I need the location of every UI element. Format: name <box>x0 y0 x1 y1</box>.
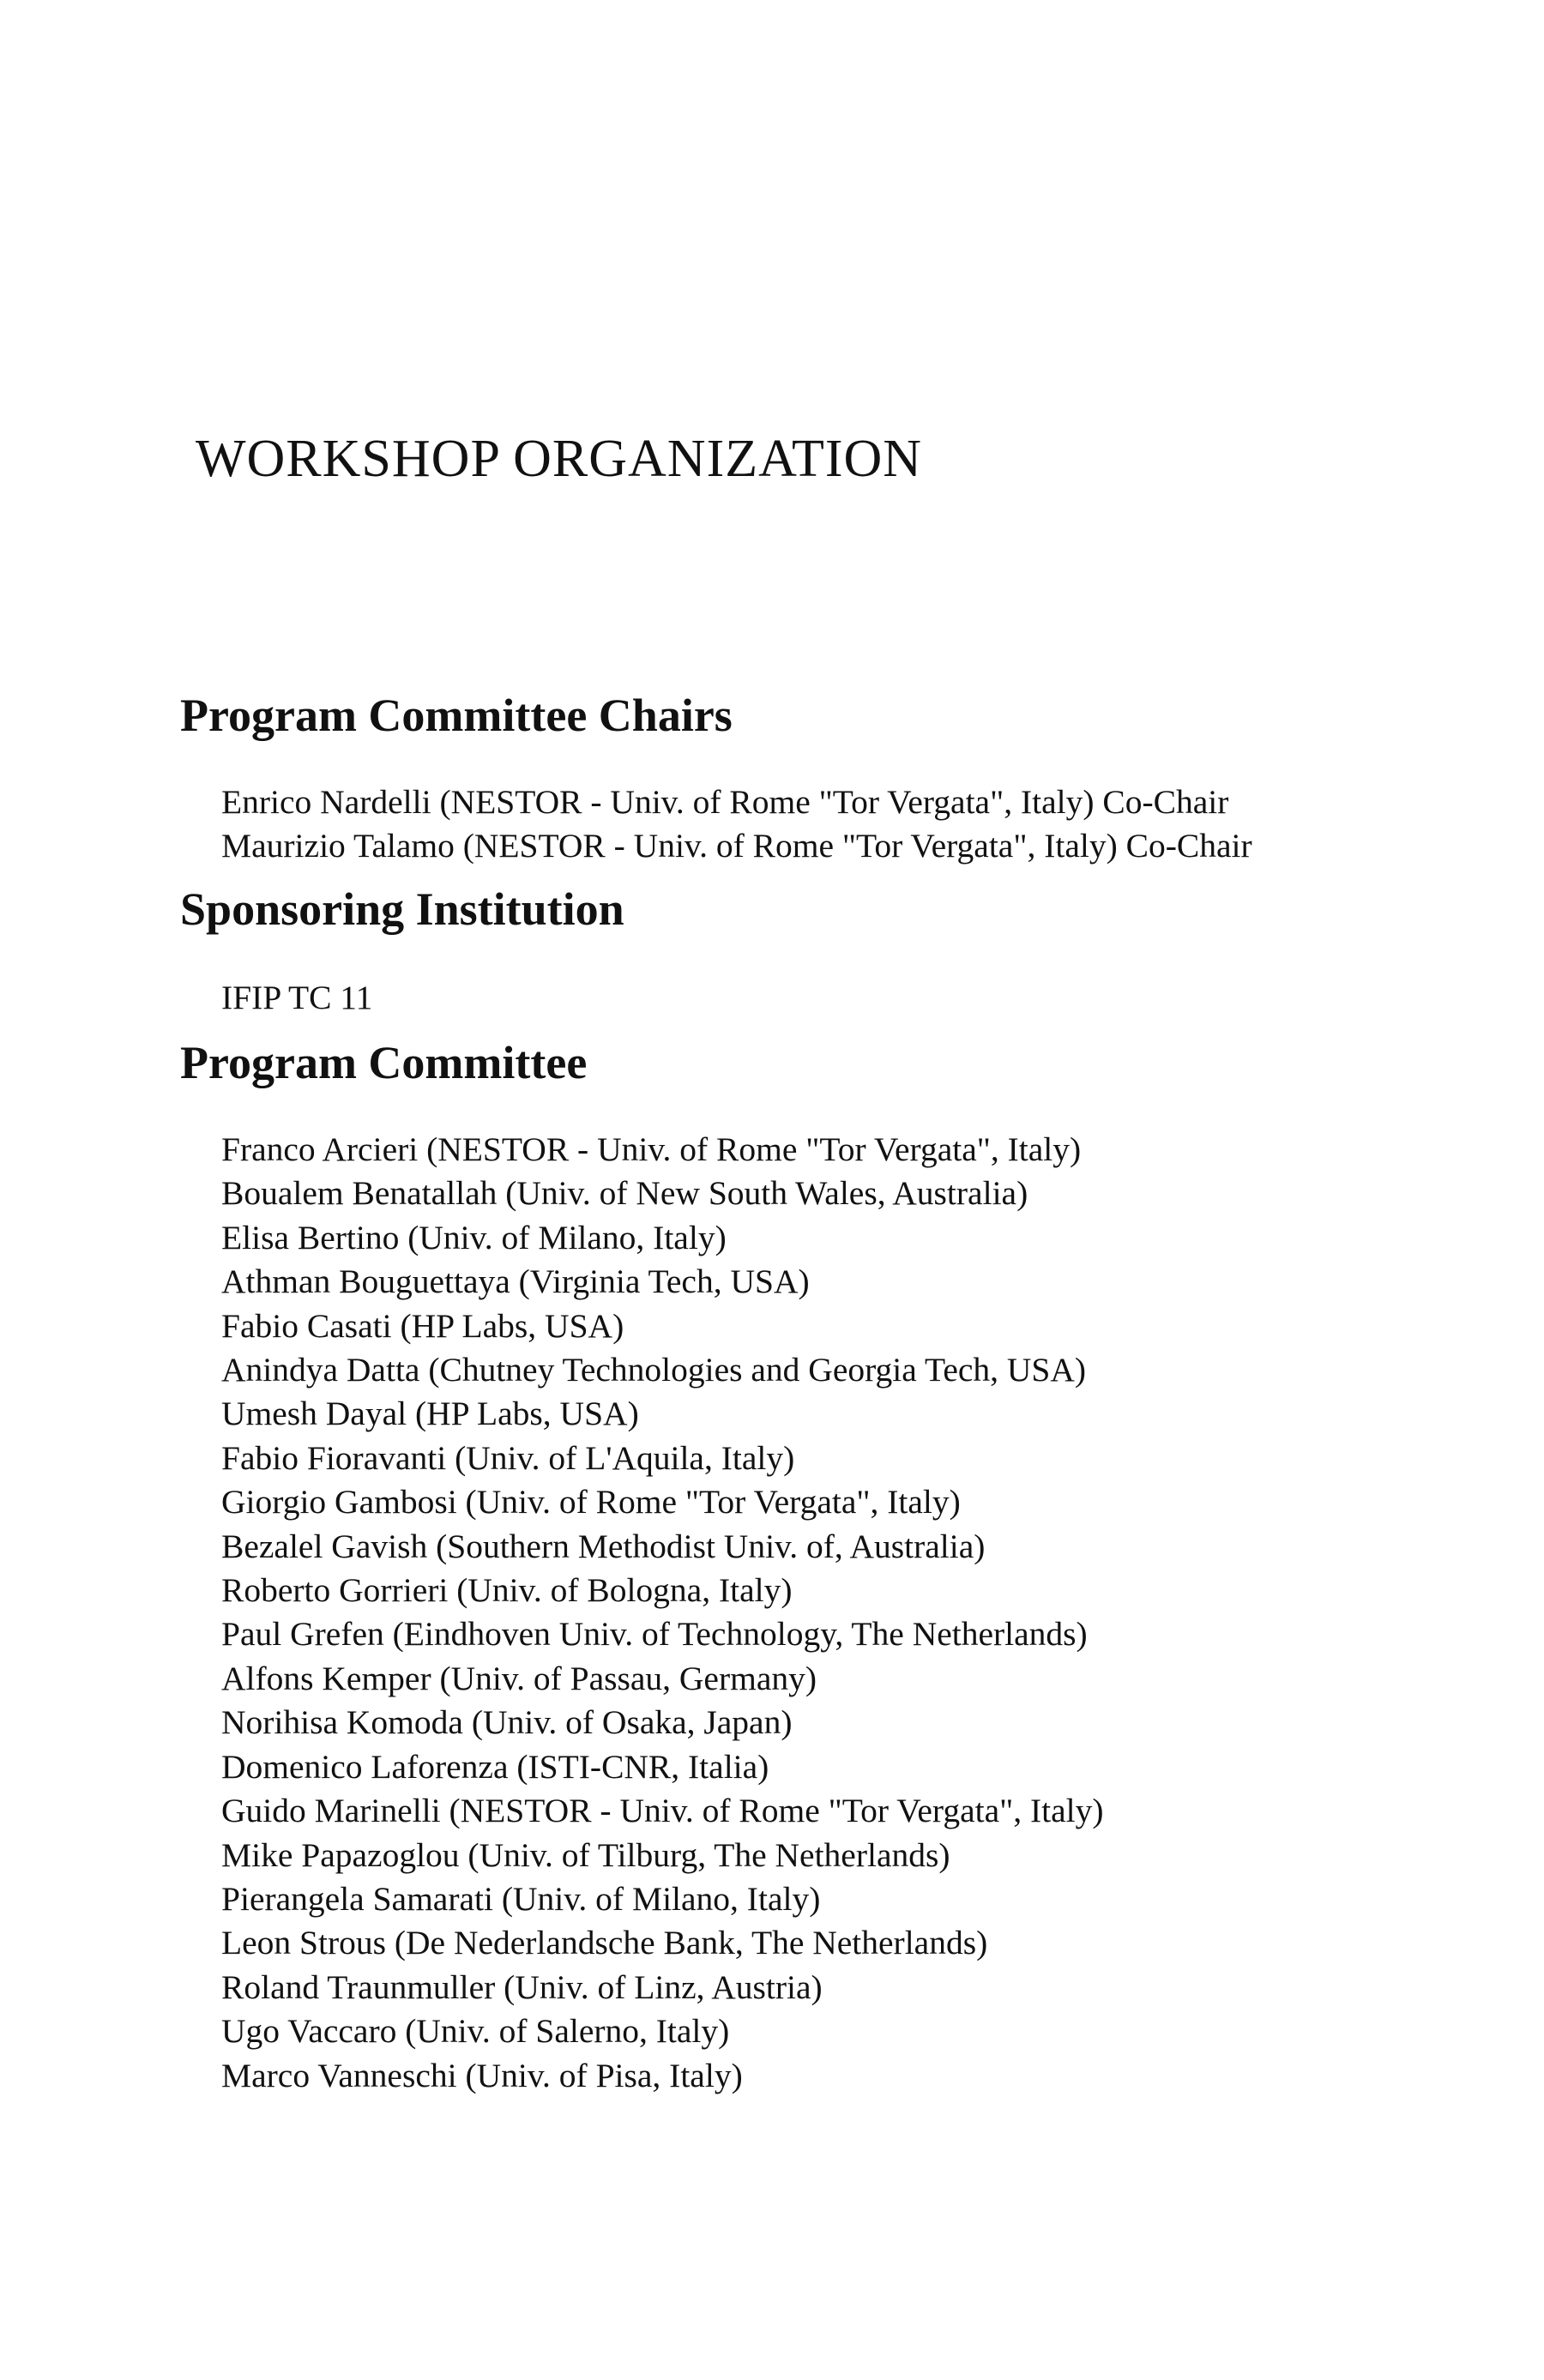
list-item: Marco Vanneschi (Univ. of Pisa, Italy) <box>221 2056 743 2094</box>
committee-list <box>180 1128 1104 2098</box>
list-item: Fabio Fioravanti (Univ. of L'Aquila, Italy) <box>221 1438 795 1477</box>
list-item: Roland Traunmuller (Univ. of Linz, Austria) <box>221 1967 823 2006</box>
list-item: Bezalel Gavish (Southern Methodist Univ. of, Australia) <box>221 1527 986 1565</box>
list-item: Ugo Vaccaro (Univ. of Salerno, Italy) <box>221 2012 730 2051</box>
list-item: Enrico Nardelli (NESTOR - Univ. of Rome "Tor Vergata", Italy) Co-Chair <box>221 783 1229 821</box>
list-item: Elisa Bertino (Univ. of Milano, Italy) <box>221 1218 727 1256</box>
list-item: Norihisa Komoda (Univ. of Osaka, Japan) <box>221 1703 793 1742</box>
section-heading-committee: Program Committee <box>180 1037 588 1088</box>
list-item: Mike Papazoglou (Univ. of Tilburg, The Netherlands) <box>221 1835 950 1874</box>
list-item: Paul Grefen (Eindhoven Univ. of Technology, The Netherlands) <box>221 1615 1088 1654</box>
sponsoring-institution-section <box>180 882 624 1020</box>
section-heading-sponsor: Sponsoring Institution <box>180 883 624 935</box>
list-item: Roberto Gorrieri (Univ. of Bologna, Italy) <box>221 1571 793 1610</box>
list-item: IFIP TC 11 <box>221 979 373 1016</box>
list-item: Maurizio Talamo (NESTOR - Univ. of Rome "Tor Vergata", Italy) Co-Chair <box>221 827 1252 865</box>
chairs-list <box>180 780 1252 869</box>
section-heading-chairs: Program Committee Chairs <box>180 690 733 741</box>
page-title: WORKSHOP ORGANIZATION <box>196 430 923 488</box>
list-item: Umesh Dayal (HP Labs, USA) <box>221 1395 639 1433</box>
list-item: Franco Arcieri (NESTOR - Univ. of Rome "Tor Vergata", Italy) <box>221 1130 1082 1168</box>
sponsor-list <box>180 976 624 1020</box>
list-item: Athman Bouguettaya (Virginia Tech, USA) <box>221 1262 810 1301</box>
list-item: Pierangela Samarati (Univ. of Milano, Italy) <box>221 1879 821 1918</box>
list-item: Giorgio Gambosi (Univ. of Rome "Tor Vergata", Italy) <box>221 1483 961 1521</box>
list-item: Anindya Datta (Chutney Technologies and Georgia Tech, USA) <box>221 1351 1087 1389</box>
program-committee-section <box>180 1035 1104 2098</box>
list-item: Fabio Casati (HP Labs, USA) <box>221 1306 624 1345</box>
list-item: Domenico Laforenza (ISTI-CNR, Italia) <box>221 1747 769 1786</box>
list-item: Alfons Kemper (Univ. of Passau, Germany) <box>221 1659 817 1697</box>
list-item: Guido Marinelli (NESTOR - Univ. of Rome "Tor Vergata", Italy) <box>221 1792 1104 1830</box>
list-item: Leon Strous (De Nederlandsche Bank, The Netherlands) <box>221 1924 988 1962</box>
program-committee-chairs-section <box>180 688 1252 869</box>
list-item: Boualem Benatallah (Univ. of New South Wales, Australia) <box>221 1174 1028 1213</box>
